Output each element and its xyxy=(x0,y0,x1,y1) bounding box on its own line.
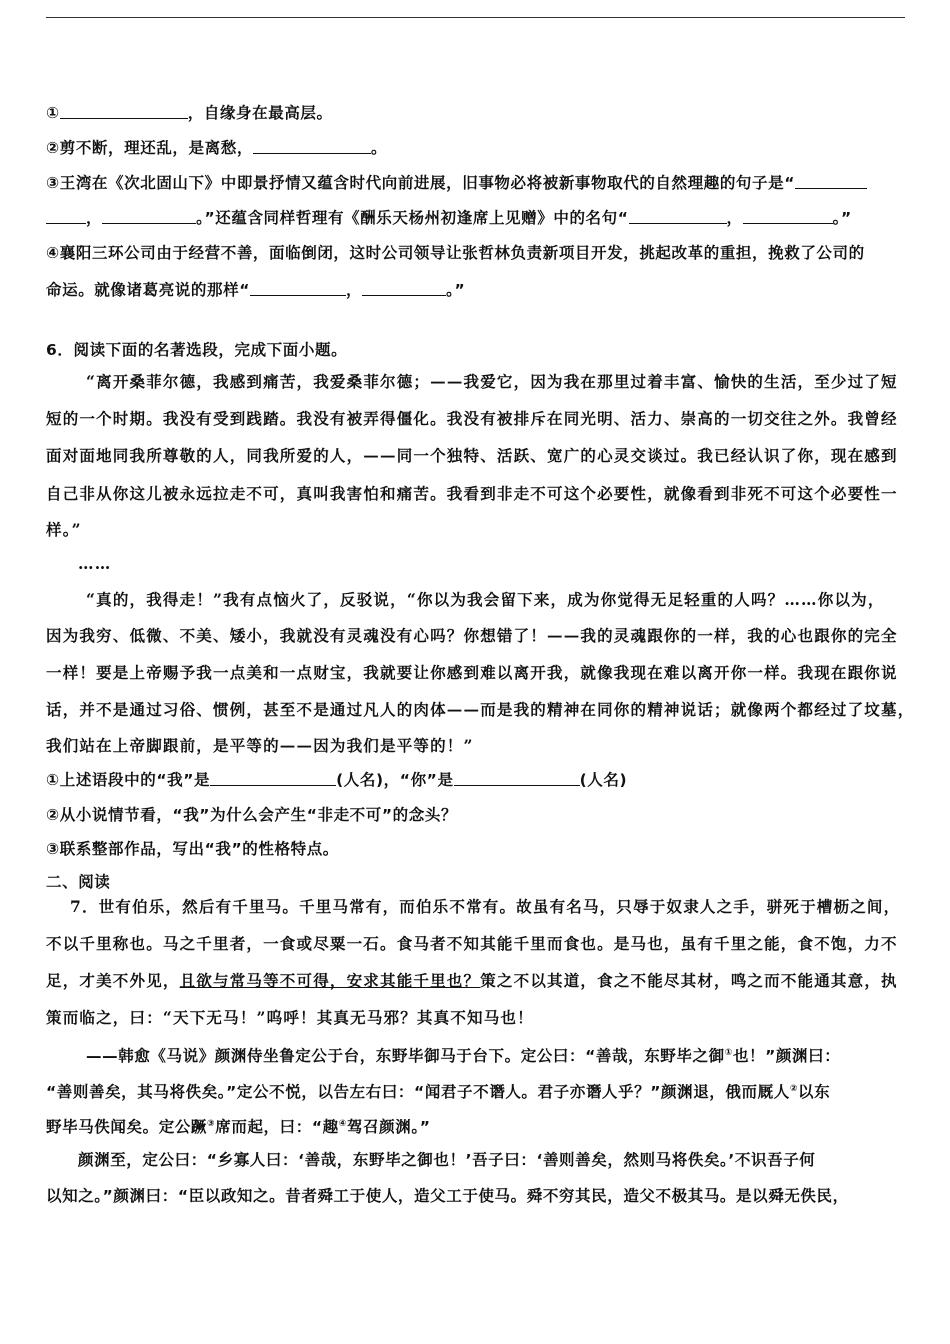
answer-blank[interactable] xyxy=(250,280,346,296)
q6-sub-3: ③联系整部作品，写出“我”的性格特点。 xyxy=(46,840,339,858)
passage-line: 野毕马佚闻矣。定公蹶③席而起，曰：“趣④驾召颜渊。” xyxy=(46,1118,431,1137)
footnote-marker: ① xyxy=(724,1048,733,1058)
answer-blank[interactable] xyxy=(362,280,446,296)
q6-sub-1: ①上述语段中的“我”是 (人名)，“你”是 (人名) xyxy=(46,771,628,789)
ellipsis: …… xyxy=(78,554,112,573)
q5-item-4: ④襄阳三环公司由于经营不善，面临倒闭，这时公司领导让张哲林负责新项目开发，挑起改革的重担，挽救了公司的 xyxy=(46,244,865,262)
q5-item-3: ③王湾在《次北固山下》中即景抒情又蕴含时代向前进展，旧事物必将被新事物取代的自然理趣的句子是“ xyxy=(46,173,867,193)
passage-line: 样。” xyxy=(46,520,82,539)
q5-item-4-cont: 命运。就像诸葛亮说的那样“ ， 。” xyxy=(46,281,466,299)
footnote-marker: ③ xyxy=(207,1119,216,1129)
passage-line: 因为我穷、低微、不美、矮小，我就没有灵魂没有心吗？你想错了！——我的灵魂跟你的一样，我的心也跟你的完全 xyxy=(46,626,898,645)
passage-line: 面对面地同我所尊敬的人，同我所爱的人，——同一个独特、活跃、宽广的心灵交谈过。我已经认识了你，现在感到 xyxy=(46,446,898,465)
passage-line: 7．世有伯乐，然后有千里马。千里马常有，而伯乐不常有。故虽有名马，只辱于奴隶人之手，骈死于槽枥之间， xyxy=(70,897,901,916)
q6-heading: 6．阅读下面的名著选段，完成下面小题。 xyxy=(46,341,348,359)
footnote-marker: ② xyxy=(789,1084,799,1094)
passage-line: 策而临之，曰：“天下无马！”呜呼！其真无马邪？其真不知马也！ xyxy=(46,1008,534,1027)
answer-blank[interactable] xyxy=(60,103,188,119)
passage-line: “离开桑菲尔德，我感到痛苦，我爱桑菲尔德；——我爱它，因为我在那里过着丰富、愉快的生活，至少过了短 xyxy=(86,372,898,391)
passage-line: 自己非从你这儿被永远拉走不可，真叫我害怕和痛苦。我看到非走不可这个必要性，就像看到非死不可这个必要性一 xyxy=(46,484,898,503)
header-rule xyxy=(46,17,905,18)
q5-item-1: ① ，自缘身在最高层。 xyxy=(46,104,333,122)
answer-blank[interactable] xyxy=(210,770,336,786)
passage-line: 不以千里称也。马之千里者，一食或尽粟一石。食马者不知其能千里而食也。是马也，虽有千里之能，食不饱，力不 xyxy=(46,934,898,953)
passage-line: 一样！要是上帝赐予我一点美和一点财宝，我就要让你感到难以离开我，就像我现在难以离开你一样。我现在跟你说 xyxy=(46,663,898,682)
passage-line: 足，才美不外见，且欲与常马等不可得，安求其能千里也？策之不以其道，食之不能尽其材，鸣之而不能通其意，执 xyxy=(46,971,898,990)
footnote-marker: ④ xyxy=(338,1119,347,1129)
passage-line: 我们站在上帝脚跟前，是平等的——因为我们是平等的！” xyxy=(46,736,474,755)
answer-blank[interactable] xyxy=(102,208,196,224)
passage-line: 短的一个时期。我没有受到践踏。我没有被弄得僵化。我没有被排斥在同光明、活力、崇高的一切交往之外。我曾经 xyxy=(46,409,898,428)
answer-blank[interactable] xyxy=(454,770,580,786)
q6-sub-2: ②从小说情节看，“我”为什么会产生“非走不可”的念头？ xyxy=(46,806,458,824)
passage-line: “善则善矣，其马将佚矣。”定公不悦，以告左右曰：“闻君子不谮人。君子亦谮人乎？”颜渊退，俄而厩人②以东 xyxy=(46,1083,831,1102)
passage-line: 颜渊至，定公曰：“乡寡人曰：‘善哉，东野毕之御也！’吾子曰：‘善则善矣，然则马将佚矣。’不识吾子何 xyxy=(78,1151,816,1169)
passage-line: ——韩愈《马说》颜渊侍坐鲁定公于台，东野毕御马于台下。定公曰：“善哉，东野毕之御①也！”颜渊曰： xyxy=(86,1047,841,1066)
answer-blank[interactable] xyxy=(629,208,727,224)
answer-blank[interactable] xyxy=(253,138,371,154)
passage-line: “真的，我得走！”我有点恼火了，反驳说，“你以为我会留下来，成为你觉得无足轻重的人吗？……你以为， xyxy=(86,590,885,609)
answer-blank[interactable] xyxy=(46,208,86,224)
underlined-sentence: 且欲与常马等不可得，安求其能千里也？ xyxy=(179,971,481,990)
answer-blank[interactable] xyxy=(743,208,833,224)
answer-blank[interactable] xyxy=(795,173,867,189)
passage-line: 话，并不是通过习俗、惯例，甚至不是通过凡人的肉体——而是我的精神在同你的精神说话；就像两个都经过了坟墓， xyxy=(46,700,915,719)
passage-line: 以知之。”颜渊曰：“臣以政知之。昔者舜工于使人，造父工于使马。舜不穷其民，造父不极其马。是以舜无佚民， xyxy=(46,1187,849,1205)
q5-item-3-cont: ， 。”还蕴含同样哲理有《酬乐天杨州初逢席上见赠》中的名句“ ， 。” xyxy=(46,208,852,228)
section-heading: 二、阅读 xyxy=(46,873,111,891)
q5-item-2: ②剪不断，理还乱，是离愁， 。 xyxy=(46,139,388,157)
